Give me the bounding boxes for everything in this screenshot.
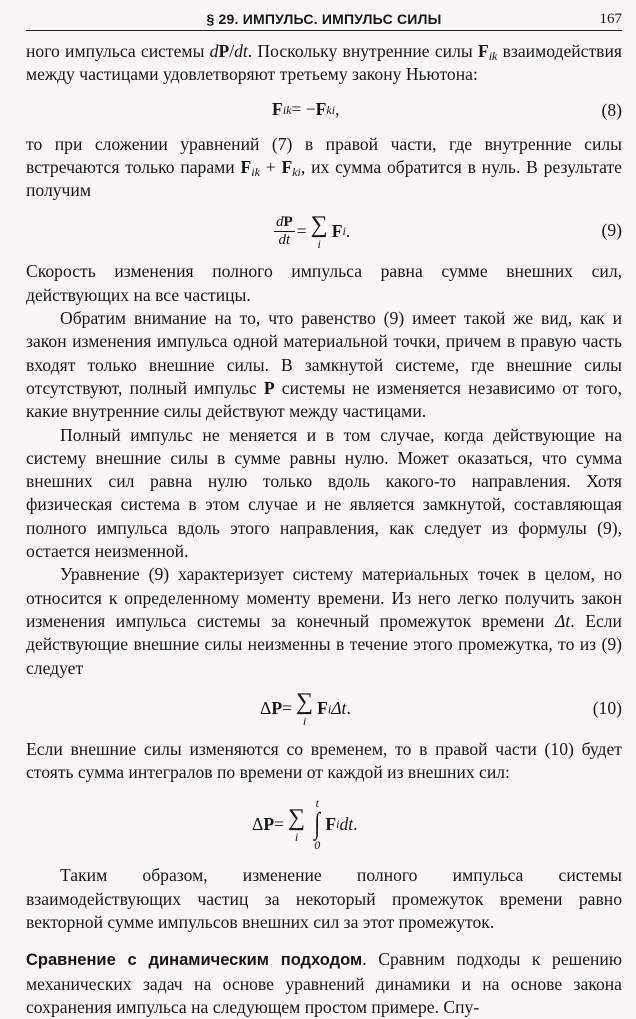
page-number: 167 (599, 11, 622, 27)
equation-9: $\frac{dP}{dt}$ = ∑ i F i . (9) (276, 211, 622, 251)
paragraph-2: то при сложении уравнений (7) в правой части, где внутренние силы встречаются только парами $F_{ik} + F_{ki}$, их сумма обратится в нуль. В результате получим (26, 133, 622, 201)
paragraph-6: Уравнение (9) характеризует систему материальных точек в целом, но относится к определенному моменту времени. Из него легко получить закон изменения импульса системы за конечный промежуток времени Δt. Если действующие внешние силы неизменны в течение этого промежутка, то из (9) следует (26, 564, 622, 678)
equation-number: (8) (601, 99, 622, 120)
paragraph-7: Если внешние силы изменяются со временем, то в правой части (10) будет стоять сумма интегралов по времени от каждой из внешних сил: (26, 738, 622, 783)
paragraph-3: Скорость изменения полного импульса равна сумме внешних сил, действующих на все частицы. (26, 261, 622, 305)
paragraph-4: Обратим внимание на то, что равенство (9) имеет такой же вид, как и закон изменения импульса одной материальной точки, причем в правую часть входят только внешние силы. В замкнутой системе, где внешние силы отсутствуют, полный импульс P системы не изменяется независимо от того, какие внутренние силы действуют между частицами. (26, 308, 622, 422)
section-paragraph: Сравнение с динамическим подходом. Сравним подходы к решению механических задач на основе уравнений динамики и на основе закона сохранения импульса на следующем простом примере. Спу- (26, 949, 622, 1017)
section-heading: Сравнение с динамическим подходом (26, 951, 363, 970)
paragraph-5: Полный импульс не меняется и в том случае, когда действующие на систему внешние силы в сумме равны нулю. Может оказаться, что сумма внешних сил равна нулю только вдоль какого-то направления. Хотя физическая система в этом случае и не является замкнутой, составляющая полного импульса вдоль этого направления, как следует из формулы (9), остается неизменной. (26, 424, 622, 562)
paragraph-1: ного импульса системы dP/dt. Поскольку внутренние силы $F_{ik}$ взаимодействия между частицами удовлетворяют третьему закону Ньютона: (26, 41, 622, 85)
equation-11: Δ P = ∑ i t ∫ 0 F i dt . (252, 796, 358, 853)
equation-number: (10) (592, 697, 622, 718)
section-title: § 29. ИМПУЛЬС. ИМПУЛЬС СИЛЫ (206, 11, 442, 27)
equation-8: F ik = − F ki , (8) (26, 87, 622, 133)
text-body (26, 40, 622, 1019)
equation-10: Δ P = ∑ i F i Δt . (10) (260, 689, 622, 729)
equation-number: (9) (601, 220, 622, 241)
paragraph-8: Таким образом, изменение полного импульса системы взаимодействующих частиц за некоторый промежуток времени равно векторной сумме импульсов внешних сил за этот промежуток. (26, 865, 622, 933)
running-header (26, 8, 622, 31)
